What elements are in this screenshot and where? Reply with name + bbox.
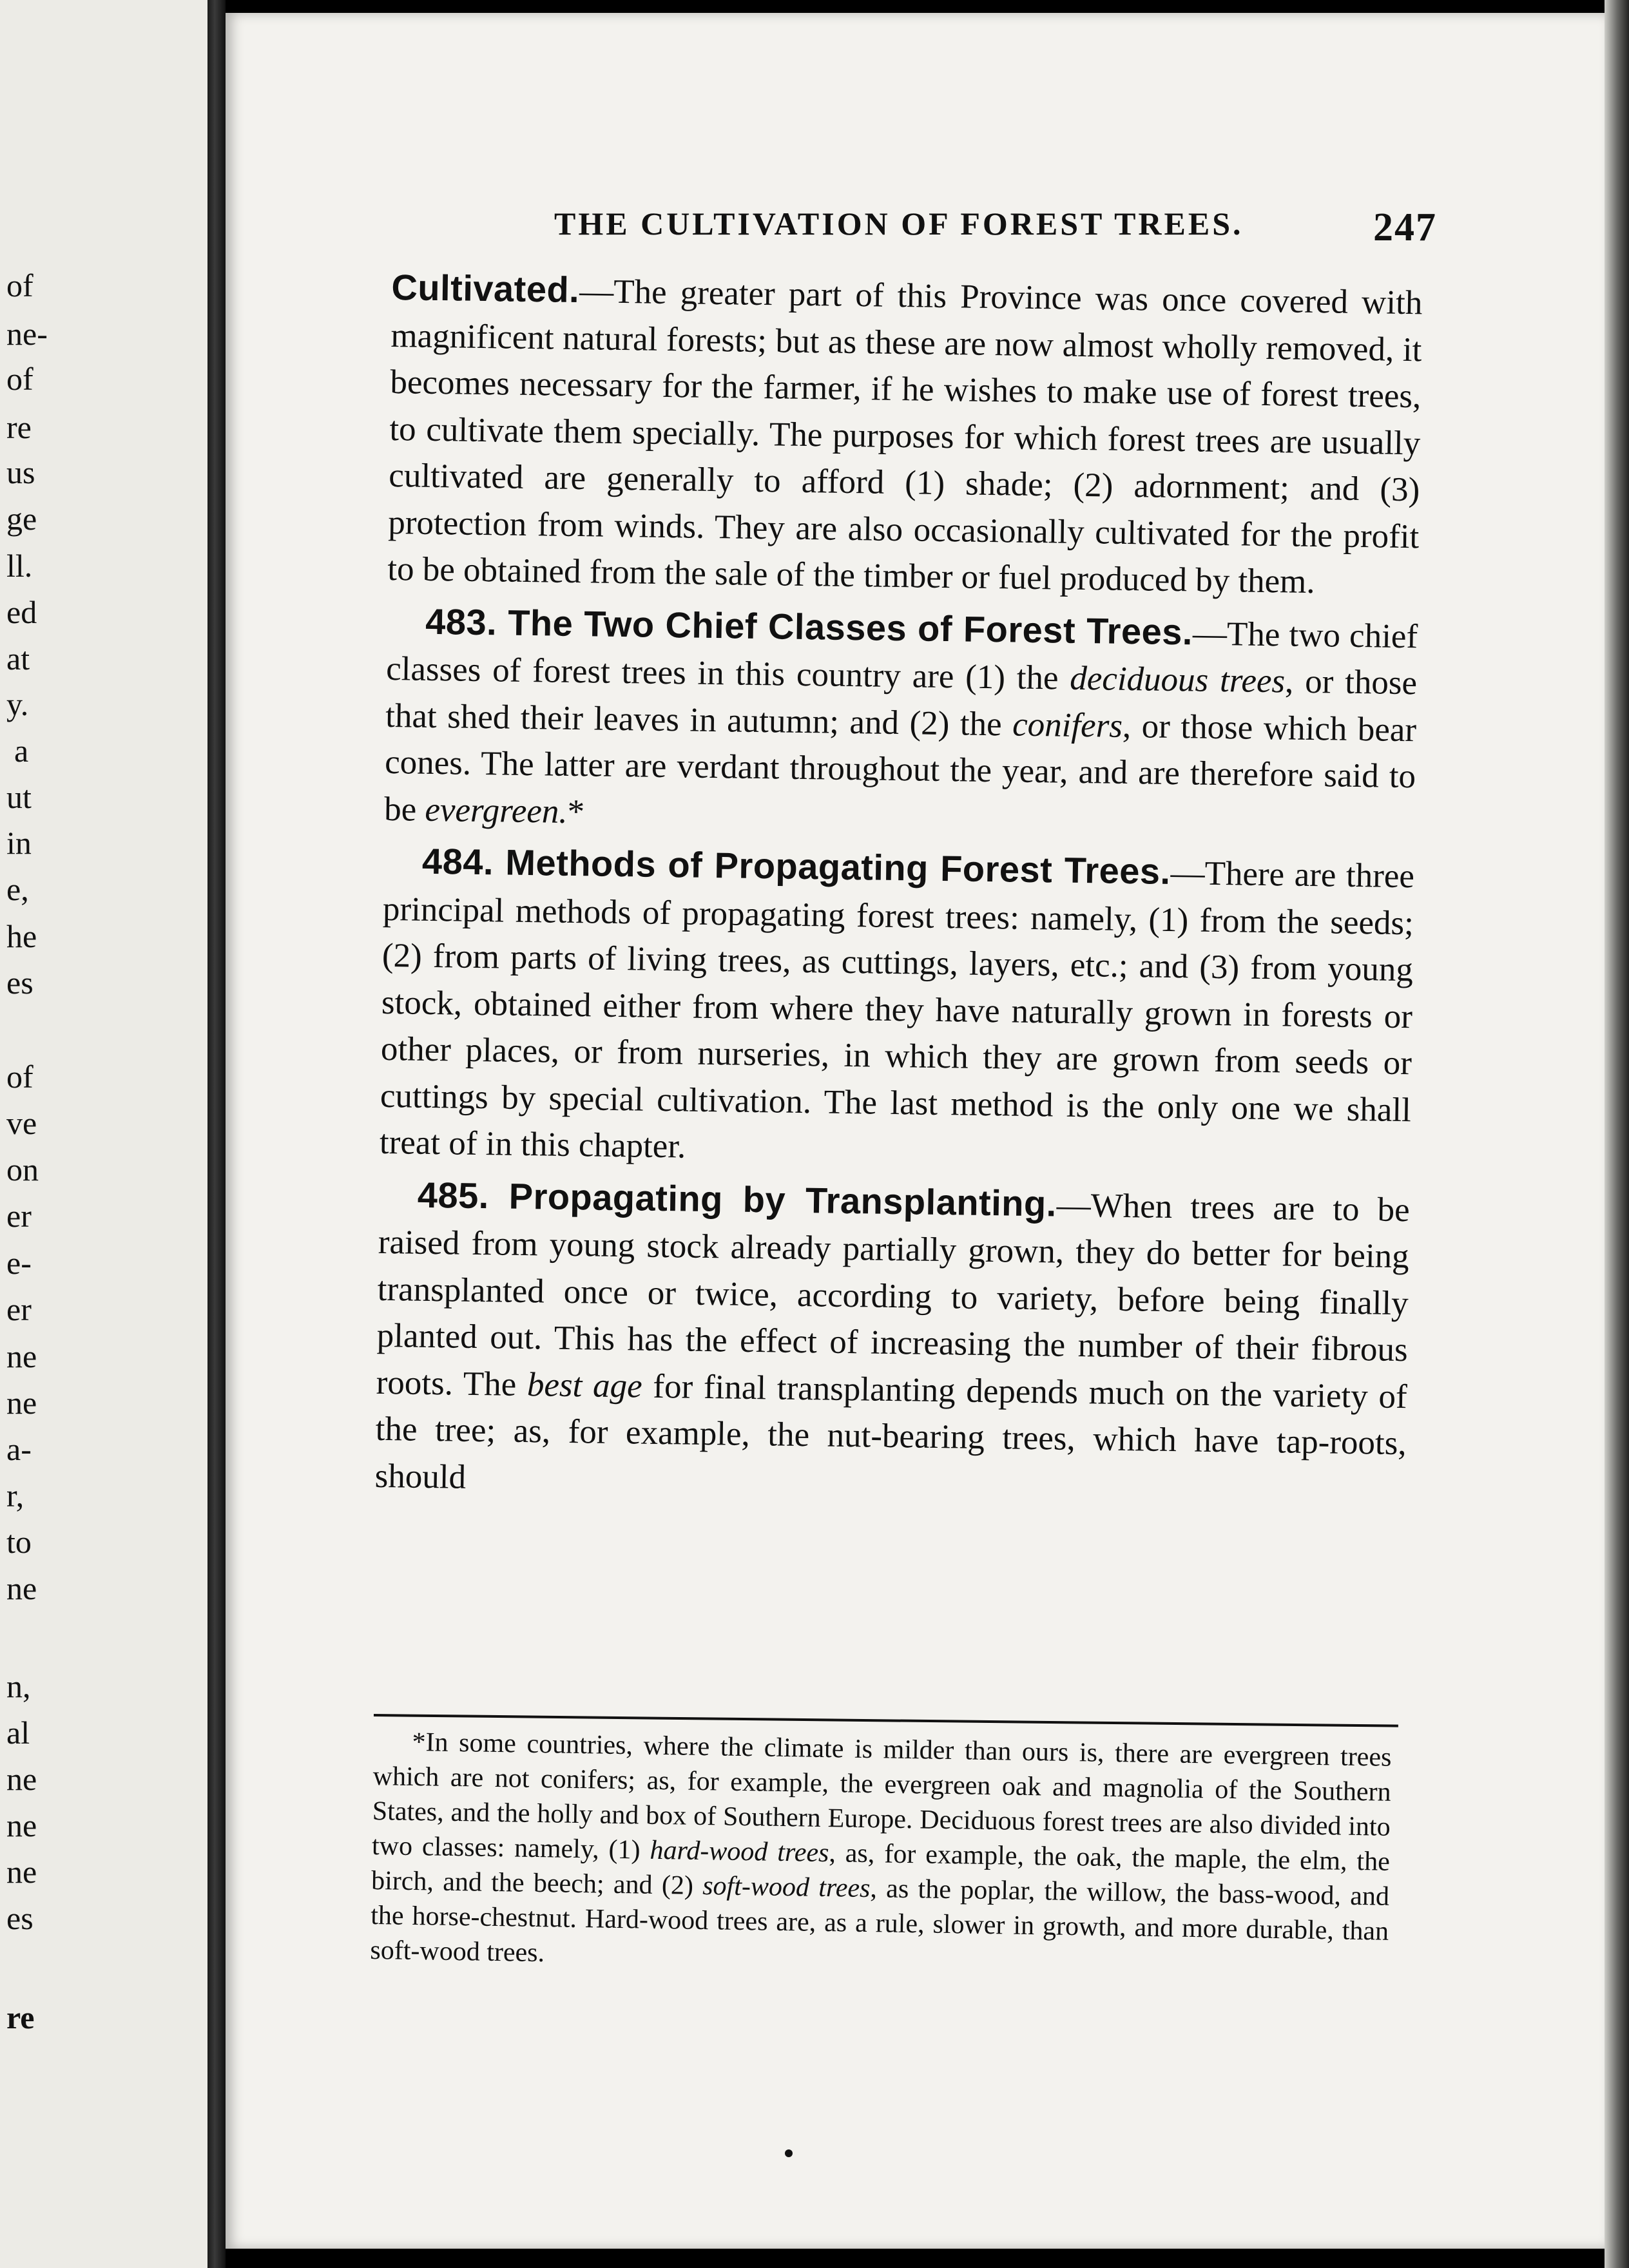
facing-page-edge [0,0,207,2268]
facing-page-fragment: ut [6,779,32,815]
section-text: , or those which bear cones. The latter are verdant throughout the year, and are therefore said to be [383,707,1417,829]
section-text-italic: evergreen. [425,791,568,831]
section-heading: 485. Propagating by Transplanting. [417,1174,1057,1224]
facing-page-fragment: ne [6,1854,37,1890]
section-text: —There are three principal methods of propagating forest trees: namely, (1) from the seeds; (2) from parts of living trees, as cuttings, layers, etc.; and (3) from young stock, obtained either from where they have naturally grown in forests or other places, or from nurseries, in which they are grown from seeds or cuttings by special cultivation. The last method is the only one we shall treat of in this chapter. [379,854,1415,1166]
section-cultivated [387,264,1423,607]
facing-page-fragment: us [6,454,35,490]
footnote [370,1724,1392,1984]
section-text: —When trees are to be raised from young stock already partially grown, they do better for being transplanted once or twice, according to variety, before being finally planted out. This has the effect of increasing the number of their fibrous roots. The [376,1186,1411,1403]
facing-page-fragment: he [6,918,37,954]
section-484 [379,838,1414,1180]
facing-page-fragment: of [6,1059,34,1095]
facing-page-fragment: y. [6,686,29,722]
section-text: —The two chief classes of forest trees in this country are (1) the [385,614,1418,697]
running-title: THE CULTIVATION OF FOREST TREES. [554,206,1244,242]
facing-page-fragment: r, [6,1477,24,1514]
facing-page-fragment: of [6,361,34,397]
section-text-italic: deciduous trees [1069,659,1286,700]
facing-page-fragment: al [6,1715,30,1751]
facing-page-fragment: er [6,1291,32,1327]
facing-page-fragment: ne [6,1570,37,1606]
section-heading: 483. The Two Chief Classes of Forest Trees. [425,601,1193,652]
facing-page-fragment: ve [6,1105,37,1141]
facing-page-fragment: at [6,640,30,677]
facing-page-fragment: n, [6,1668,31,1704]
facing-page-fragment: ne [6,1338,37,1374]
section-text: for final transplanting depends much on the variety of the tree; as, for example, the nut-bearing trees, which have tap-roots, should [374,1367,1408,1496]
section-heading: Cultivated. [391,266,580,311]
footnote-marker: * [567,793,585,831]
section-text: —The greater part of this Province was once covered with magnificent natural forests; but as these are now almost wholly removed, it becomes necessary for the farmer, if he wishes to make use of forest trees, to cultivate them specially. The purposes for which forest trees are usually cultivated are generally to afford (1) shade; (2) adornment; and (3) protection from winds. They are also occasionally cultivated for the profit to be obtained from the sale of the timber or fuel produced by them. [387,273,1423,601]
section-485 [374,1171,1410,1514]
footnote-span: , as the poplar, the willow, the bass-wood, and the horse-chestnut. Hard-wood trees are, as a rule, slower in growth, and more durable, than soft-wood trees. [370,1874,1390,1968]
section-heading: 484. Methods of Propagating Forest Trees. [421,840,1171,892]
facing-page-fragment: es [6,965,34,1001]
facing-page-fragment: ne- [6,316,48,352]
footnote-span: , as, for example, the oak, the maple, the elm, the birch, and the beech; and (2) [371,1838,1391,1901]
facing-page-fragment: ne [6,1807,37,1843]
section-text-italic: conifers [1012,706,1123,745]
facing-page-fragment: ne [6,1761,37,1797]
facing-page-fragment: ll. [6,548,33,584]
footnote-span: *In some countries, where the climate is milder than ours is, there are evergreen trees which are not conifers; as, for example, the evergreen oak and magnolia of the Southern States, and the holly and box of Southern Europe. Deciduous forest trees are also divided into two classes: namely, (1) [371,1727,1392,1865]
section-text-italic: best age [526,1365,643,1405]
facing-page-fragment: e- [6,1245,32,1281]
facing-page-fragment: a- [6,1431,32,1467]
book-gutter [207,0,226,2268]
facing-page-fragment: to [6,1524,32,1560]
facing-page-fragment: on [6,1151,39,1187]
facing-page-fragment: ne [6,1385,37,1421]
facing-page-fragment: re [6,409,32,445]
running-header [554,205,1437,249]
facing-page-fragment: e, [6,871,29,907]
facing-page-fragment: ge [6,501,37,537]
facing-page-fragment: a [14,733,29,769]
facing-page-fragment: er [6,1198,32,1234]
facing-page-fragment: in [6,825,32,861]
body-text [374,264,1423,1519]
facing-page-fragment: re [6,1999,35,2035]
footnote-italic: soft-wood trees [702,1871,871,1904]
section-text: , or those that shed their leaves in autumn; and (2) the [385,662,1418,744]
facing-page-fragment: of [6,267,34,303]
page-speck [785,2149,793,2157]
page-edge-shadow [1605,0,1629,2268]
footnote-text [370,1724,1392,1984]
facing-page-fragment: es [6,1900,34,1936]
page-number: 247 [1373,206,1437,249]
footnote-italic: hard-wood trees [650,1835,829,1869]
facing-page-fragment: ed [6,594,37,630]
section-483 [384,597,1418,847]
